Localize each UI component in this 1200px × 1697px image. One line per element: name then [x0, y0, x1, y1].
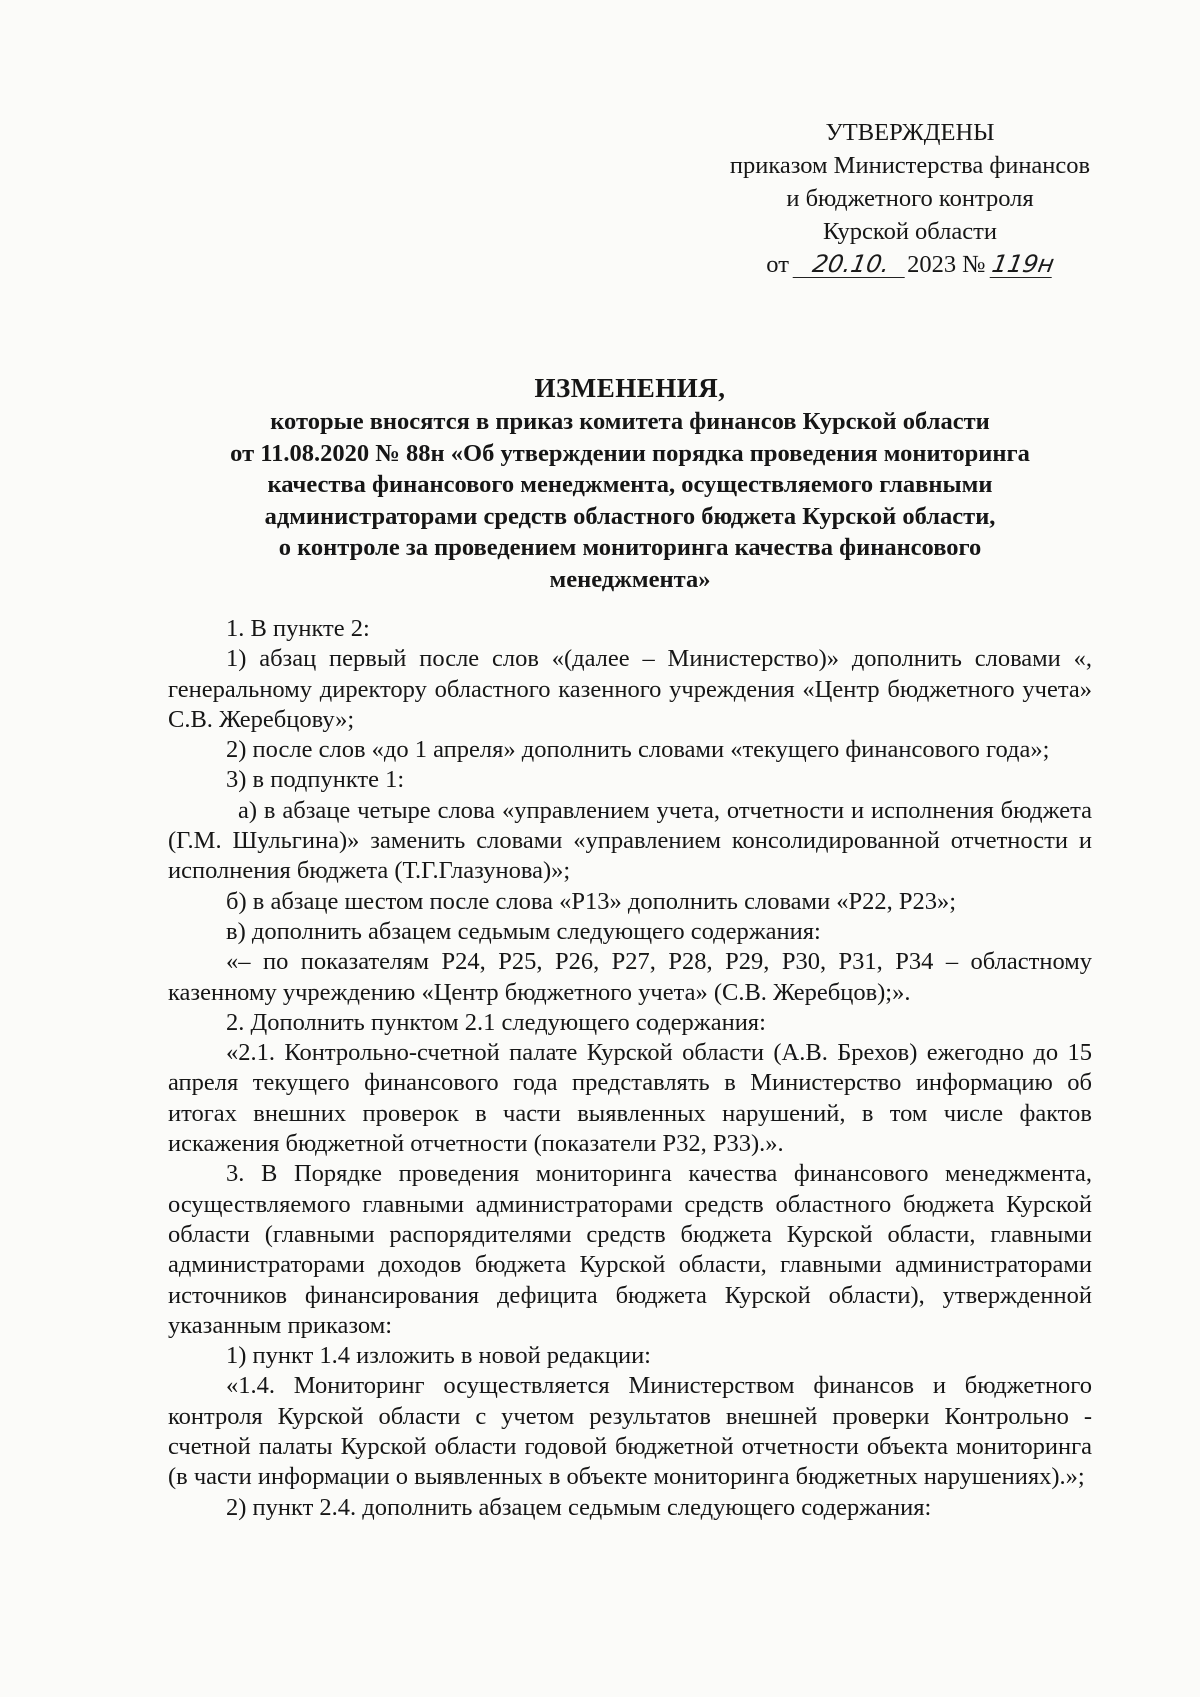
paragraph-subitem-v: в) дополнить абзацем седьмым следующего содержания: — [226, 917, 821, 945]
title-line: от 11.08.2020 № 88н «Об утверждении порядка проведения мониторинга — [230, 439, 1030, 467]
date-prefix: от — [766, 251, 789, 278]
title-line: менеджмента» — [549, 565, 711, 593]
handwritten-date: 20.10. — [793, 251, 910, 278]
title-line: о контроле за проведением мониторинга качества финансового — [278, 534, 982, 561]
paragraph-item-2: 2. Дополнить пунктом 2.1 следующего содержания: — [226, 1008, 766, 1036]
paragraph-subitem-3: 3) в подпункте 1: — [226, 766, 405, 794]
paragraph-item-1-4-quote: «1.4. Мониторинг осуществляется Министерством финансов и бюджетного контроля Курской области с учетом результатов внешней проверки Контрольно - счетной палаты Курской области годовой бюджетной отчетности объекта мониторинга (в части информации о выявленных в объекте мониторинга бюджетных нарушениях).»; — [168, 1372, 1092, 1491]
approval-heading: УТВЕРЖДЕНЫ — [825, 119, 995, 146]
paragraph-item-1: 1. В пункте 2: — [226, 615, 370, 642]
approval-control-line: и бюджетного контроля — [786, 185, 1034, 212]
handwritten-order-number: 119н — [989, 250, 1057, 278]
paragraph-subitem-2: 2) после слов «до 1 апреля» дополнить словами «текущего финансового года»; — [226, 736, 1050, 764]
title-line: администраторами средств областного бюджета Курской области, — [264, 502, 996, 530]
document-title — [170, 370, 1090, 595]
approval-region-line: Курской области — [823, 218, 997, 245]
paragraph-subitem-1: 1) абзац первый после слов «(далее – Министерство)» дополнить словами «, генеральному директору областного казенного учреждения «Центр бюджетного учета» С.В. Жеребцову»; — [168, 645, 1092, 733]
approval-date-line — [690, 248, 1130, 281]
paragraph-subitem-a: а) в абзаце четыре слова «управлением учета, отчетности и исполнения бюджета (Г.М. Шульгина)» заменить словами «управлением консолидированной отчетности и исполнения бюджета (Т.Г.Глазунова)»; — [168, 796, 1092, 885]
paragraph-subitem-b: б) в абзаце шестом после слова «Р13» дополнить словами «Р22, Р23»; — [226, 887, 957, 915]
paragraph-item-3: 3. В Порядке проведения мониторинга качества финансового менеджмента, осуществляемого главными администраторами средств областного бюджета Курской области (главными распорядителями средств бюджета Курской области, главными администраторами доходов бюджета Курской области, главными администраторами источников финансирования дефицита бюджета Курской области), утвержденной указанным приказом: — [168, 1160, 1092, 1339]
document-body — [168, 614, 1092, 1523]
paragraph-item-2-1-quote: «2.1. Контрольно-счетной палате Курской области (А.В. Брехов) ежегодно до 15 апреля текущего финансового года представлять в Министерство информацию об итогах внешних проверок в части выявленных нарушений, в том числе фактов искажения бюджетной отчетности (показатели Р32, Р33).». — [168, 1039, 1092, 1158]
paragraph-item-3-subitem-2: 2) пункт 2.4. дополнить абзацем седьмым следующего содержания: — [226, 1493, 932, 1521]
title-main: ИЗМЕНЕНИЯ, — [534, 373, 726, 403]
approval-order-line: приказом Министерства финансов — [729, 152, 1091, 179]
paragraph-indicators-quote: «– по показателям Р24, Р25, Р26, Р27, Р28, Р29, Р30, Р31, Р34 – областному казенному учреждению «Центр бюджетного учета» (С.В. Жеребцов);». — [168, 948, 1092, 1006]
approval-block — [690, 116, 1130, 281]
title-line: которые вносятся в приказ комитета финансов Курской области — [270, 408, 990, 435]
paragraph-item-3-subitem-1: 1) пункт 1.4 изложить в новой редакции: — [226, 1342, 651, 1370]
year-and-number-label: 2023 № — [907, 251, 986, 278]
title-line: качества финансового менеджмента, осуществляемого главными — [267, 471, 993, 498]
